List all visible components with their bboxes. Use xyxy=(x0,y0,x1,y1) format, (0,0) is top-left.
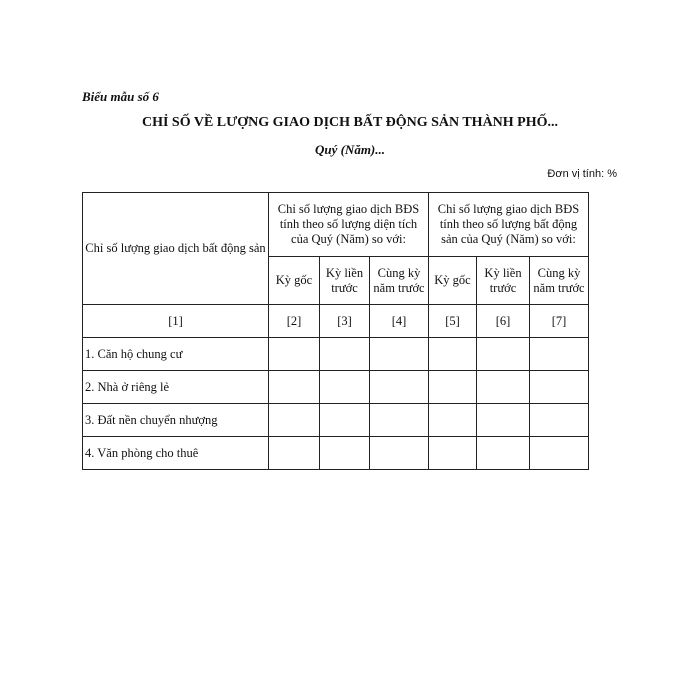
value-cell xyxy=(269,338,320,371)
report-table xyxy=(82,192,589,470)
column-number: [5] xyxy=(429,305,477,338)
row-label: 1. Căn hộ chung cư xyxy=(83,338,269,371)
value-cell xyxy=(530,371,589,404)
table-row xyxy=(83,371,589,404)
value-cell xyxy=(320,437,370,470)
subheader-area-same-period: Cùng kỳ năm trước xyxy=(370,257,429,305)
value-cell xyxy=(477,437,530,470)
group-header-area: Chỉ số lượng giao dịch BĐS tính theo số lượng diện tích của Quý (Năm) so với: xyxy=(269,193,429,257)
subheader-area-base: Kỳ gốc xyxy=(269,257,320,305)
subheader-count-previous: Kỳ liền trước xyxy=(477,257,530,305)
unit-note: Đơn vị tính: % xyxy=(547,168,617,180)
document-title: CHỈ SỐ VỀ LƯỢNG GIAO DỊCH BẤT ĐỘNG SẢN THÀNH PHỐ... xyxy=(141,115,559,130)
row-label: 3. Đất nền chuyển nhượng xyxy=(83,404,269,437)
subheader-area-previous: Kỳ liền trước xyxy=(320,257,370,305)
table-row xyxy=(83,437,589,470)
value-cell xyxy=(477,404,530,437)
document-subtitle: Quý (Năm)... xyxy=(314,142,386,157)
group-header-count: Chỉ số lượng giao dịch BĐS tính theo số lượng bất động sản của Quý (Năm) so với: xyxy=(429,193,589,257)
table-row xyxy=(83,404,589,437)
table-row xyxy=(83,338,589,371)
subheader-count-base: Kỳ gốc xyxy=(429,257,477,305)
value-cell xyxy=(370,404,429,437)
value-cell xyxy=(429,437,477,470)
header-row-groups xyxy=(83,193,589,257)
value-cell xyxy=(269,404,320,437)
row-label: 2. Nhà ở riêng lẻ xyxy=(83,371,269,404)
column-number: [2] xyxy=(269,305,320,338)
value-cell xyxy=(370,371,429,404)
form-number: Biểu mẫu số 6 xyxy=(82,89,159,104)
value-cell xyxy=(477,338,530,371)
row-label: 4. Văn phòng cho thuê xyxy=(83,437,269,470)
column-number: [4] xyxy=(370,305,429,338)
column-number: [3] xyxy=(320,305,370,338)
value-cell xyxy=(429,371,477,404)
value-cell xyxy=(269,437,320,470)
value-cell xyxy=(370,338,429,371)
column-number: [7] xyxy=(530,305,589,338)
value-cell xyxy=(429,338,477,371)
value-cell xyxy=(320,371,370,404)
column-number: [6] xyxy=(477,305,530,338)
subheader-count-same-period: Cùng kỳ năm trước xyxy=(530,257,589,305)
value-cell xyxy=(477,371,530,404)
value-cell xyxy=(370,437,429,470)
value-cell xyxy=(320,404,370,437)
value-cell xyxy=(269,371,320,404)
value-cell xyxy=(530,437,589,470)
value-cell xyxy=(530,338,589,371)
row-header-cell: Chỉ số lượng giao dịch bất động sản xyxy=(83,193,269,305)
value-cell xyxy=(429,404,477,437)
value-cell xyxy=(530,404,589,437)
column-number: [1] xyxy=(83,305,269,338)
column-number-row xyxy=(83,305,589,338)
value-cell xyxy=(320,338,370,371)
